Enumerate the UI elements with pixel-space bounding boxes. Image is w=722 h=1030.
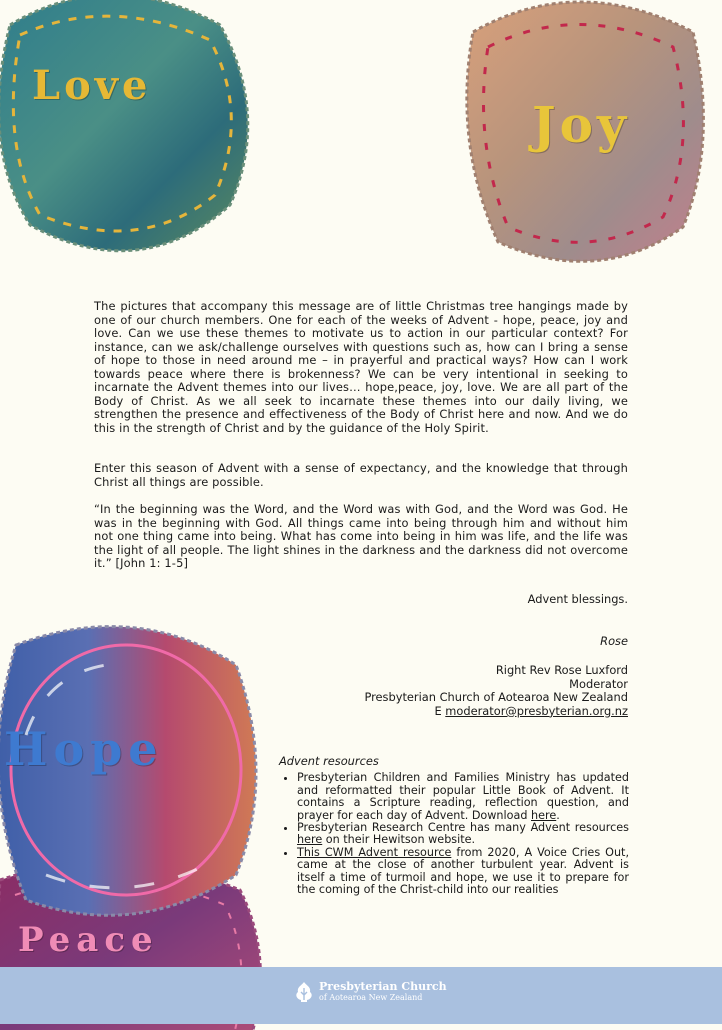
logo-title: Presbyterian Church bbox=[319, 980, 447, 993]
resource-item-research-centre: • Presbyterian Research Centre has many Advent resources here on their Hewitson website. bbox=[297, 822, 629, 847]
church-logo bbox=[292, 980, 447, 1004]
burning-bush-logo-icon bbox=[292, 980, 316, 1004]
resources-heading: Advent resources bbox=[279, 754, 379, 768]
resources-list bbox=[279, 772, 629, 896]
email-link[interactable]: moderator@presbyterian.org.nz bbox=[445, 703, 628, 718]
hewitson-website-link[interactable]: here bbox=[297, 833, 323, 847]
little-book-download-link[interactable]: here bbox=[531, 808, 557, 822]
signature-role: Moderator bbox=[569, 676, 628, 691]
closing-line: Advent blessings. bbox=[527, 592, 628, 606]
hope-hanging-label: Hope bbox=[4, 722, 164, 776]
signature-email-line bbox=[300, 705, 628, 719]
scripture-quote: “In the beginning was the Word, and the Word was with God, and the Word was God. He was in the beginning with God. All things came into being through him and without him not one thing came into being. What has come into being in him was life, and the life was the light of all people. The light shines in the darkness and the darkness did not overcome it.” [John 1: 1-5] bbox=[94, 502, 628, 570]
love-hanging-image bbox=[0, 0, 260, 257]
love-hanging-label: Love bbox=[32, 62, 152, 109]
joy-hanging-label: Joy bbox=[532, 95, 631, 154]
message-paragraph-1: The pictures that accompany this message are of little Christmas tree hangings made by one of our church members. One for each of the weeks of Advent - hope, peace, joy and love. Can we use these themes to motivate us to action in our particular context? For instance, can we ask/challenge ourselves with questions such as, how can I bring a sense of hope to those in need around me – in prayerful and practical ways? How can I work towards peace where there is brokenness? We can be very intentional in seeking to incarnate the Advent themes into our lives… hope,peace, joy, love. We are all part of the Body of Christ. As we all seek to incarnate these themes into our daily living, we strengthen the presence and effectiveness of the Body of Christ here and now. And we do this in the strength of Christ and by the guidance of the Holy Spirit. bbox=[94, 299, 628, 435]
resource-item-little-book: • Presbyterian Children and Families Ministry has updated and reformatted their popular Little Book of Advent. It contains a Scripture reading, reflection question, and prayer for each day of Advent. Download here. bbox=[297, 772, 629, 822]
cwm-resource-link[interactable]: This CWM Advent resource bbox=[297, 845, 452, 859]
resource-item-cwm: • This CWM Advent resource from 2020, A Voice Cries Out, came at the close of another turbulent year. Advent is itself a time of turmoil and hope, we use it to prepare for the coming of the Christ-child into our realities bbox=[297, 847, 629, 897]
logo-subtitle: of Aotearoa New Zealand bbox=[319, 993, 423, 1002]
message-paragraph-2: Enter this season of Advent with a sense of expectancy, and the knowledge that through Christ all things are possible. bbox=[94, 461, 628, 489]
email-prefix: E bbox=[434, 703, 442, 718]
signature-full-name: Right Rev Rose Luxford bbox=[495, 663, 628, 677]
signature-name: Rose bbox=[600, 634, 628, 648]
signature-block bbox=[300, 664, 628, 718]
advent-resources bbox=[279, 755, 629, 896]
peace-hanging-label: Peace bbox=[18, 920, 159, 960]
signature-organisation: Presbyterian Church of Aotearoa New Zealand bbox=[364, 690, 628, 705]
